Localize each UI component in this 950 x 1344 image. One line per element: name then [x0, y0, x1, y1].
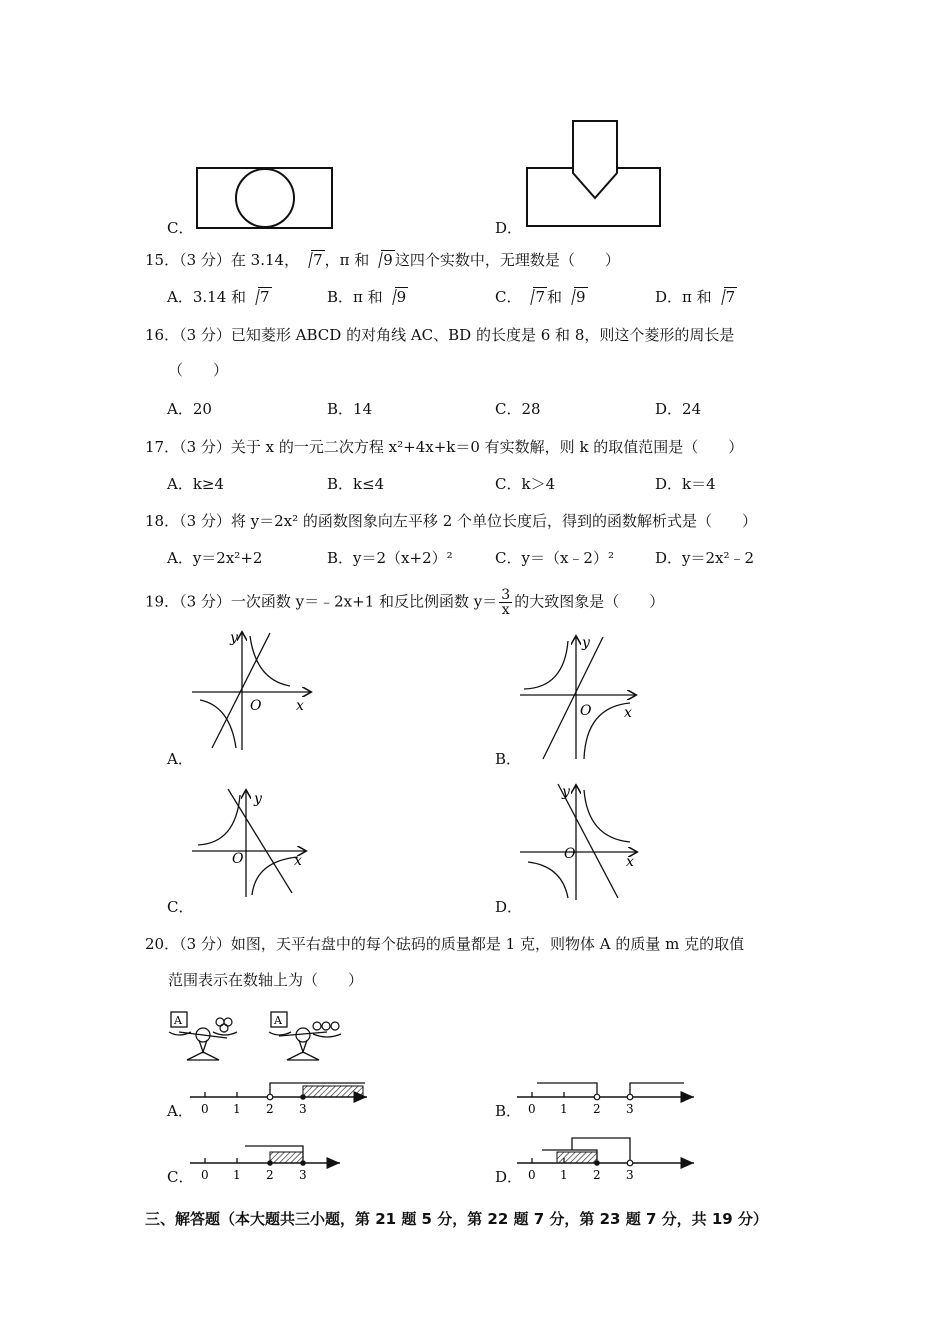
q19-graph-c [190, 785, 315, 900]
q19-a-axis-x: x [296, 698, 304, 714]
q20-a-tick-1: 1 [233, 1102, 241, 1116]
q20-c-tick-2: 2 [266, 1168, 274, 1182]
q20-b-tick-3: 3 [626, 1102, 634, 1116]
q20-b-tick-1: 1 [560, 1102, 568, 1116]
q16-stem: 16．（3 分）已知菱形 ABCD 的对角线 AC、BD 的长度是 6 和 8，则这个菱形的周长是 [145, 326, 735, 344]
q19-option-d[interactable]: D． [495, 898, 523, 916]
q14-d-arrow [573, 168, 617, 198]
q14-c-rectangle [197, 168, 332, 228]
q16-option-b[interactable]: B．14 [327, 400, 373, 418]
q20-stem-line1: 20．（3 分）如图，天平右盘中的每个砝码的质量都是 1 克，则物体 A 的质量 m 克的取值 [145, 935, 745, 953]
q19-c-axis-y: y [254, 791, 262, 807]
q15-option-a[interactable]: A．3.14 和 7 [167, 288, 270, 306]
q16-paren: （ ） [168, 361, 229, 379]
q20-b-tick-2: 2 [593, 1102, 601, 1116]
q18-option-d[interactable]: D．y＝2x²﹣2 [655, 549, 755, 567]
q19-b-origin: O [580, 703, 592, 719]
q15-option-c[interactable]: C． 7 和 9 [495, 288, 586, 306]
q19-graph-a [190, 628, 320, 753]
q19-d-axis-y: y [562, 784, 570, 800]
q14-d-outline [527, 121, 660, 226]
q14-figure-d [524, 118, 664, 230]
q20-balance-figures [165, 1008, 365, 1066]
q19-a-axis-y: y [230, 630, 238, 646]
q20-balance-1-box-label: A [174, 1014, 182, 1027]
q18-option-a[interactable]: A．y＝2x²+2 [167, 549, 263, 567]
q14-option-d-label: D． [495, 219, 523, 237]
q20-d-tick-3: 3 [626, 1168, 634, 1182]
q17-option-a[interactable]: A．k≥4 [167, 475, 225, 493]
q19-option-b[interactable]: B． [495, 750, 522, 768]
q20-d-tick-1: 1 [560, 1168, 568, 1182]
q17-stem: 17．（3 分）关于 x 的一元二次方程 x²+4x+k＝0 有实数解，则 k 的取值范围是（ ） [145, 438, 744, 456]
q19-stem: 19．（3 分）一次函数 y＝﹣2x+1 和反比例函数 y＝ $\frac{3}{x}$ 的大致图象是（ ） [145, 587, 665, 618]
section-3-heading: 三、解答题（本大题共三小题，第 21 题 5 分，第 22 题 7 分，第 23 题 7 分，共 19 分） [145, 1210, 768, 1228]
q17-option-d[interactable]: D．k＝4 [655, 475, 716, 493]
q16-option-d[interactable]: D．24 [655, 400, 702, 418]
q19-graph-d [518, 780, 643, 902]
q18-option-b[interactable]: B．y＝2（x+2）² [327, 549, 453, 567]
q16-option-a[interactable]: A．20 [167, 400, 212, 418]
q20-option-a[interactable]: A． [167, 1102, 193, 1120]
q15-stem: 15．（3 分）在 3.14， 7 ，π 和 9 这四个实数中，无理数是（ ） [145, 251, 620, 269]
q20-option-c[interactable]: C． [167, 1168, 194, 1186]
q20-numberline-b [512, 1072, 702, 1122]
q14-option-c-label: C． [167, 219, 194, 237]
q14-c-circle [236, 169, 294, 227]
q14-figure-c [195, 165, 335, 230]
q19-b-axis-y: y [582, 635, 590, 651]
q19-option-a[interactable]: A． [167, 750, 193, 768]
q20-stem-line2: 范围表示在数轴上为（ ） [168, 971, 364, 989]
q20-option-d[interactable]: D． [495, 1168, 523, 1186]
q16-option-c[interactable]: C．28 [495, 400, 541, 418]
q18-option-c[interactable]: C．y＝（x﹣2）² [495, 549, 614, 567]
q17-option-b[interactable]: B．k≤4 [327, 475, 385, 493]
q20-numberline-a [185, 1072, 375, 1122]
q20-balance-1 [169, 1012, 237, 1060]
q19-d-origin: O [564, 846, 576, 862]
q20-a-tick-2: 2 [266, 1102, 274, 1116]
q19-option-c[interactable]: C． [167, 898, 194, 916]
q20-option-b[interactable]: B． [495, 1102, 522, 1120]
q19-graph-b [518, 633, 643, 763]
q20-c-tick-3: 3 [299, 1168, 307, 1182]
q15-option-d[interactable]: D．π 和 7 [655, 288, 736, 306]
q15-option-b[interactable]: B．π 和 9 [327, 288, 407, 306]
q20-balance-2-box-label: A [274, 1014, 282, 1027]
q19-b-axis-x: x [624, 705, 632, 721]
q19-c-origin: O [232, 851, 244, 867]
q20-b-tick-0: 0 [528, 1102, 536, 1116]
q19-fraction: $\frac{3}{x}$ [501, 587, 511, 618]
q20-balance-2 [269, 1012, 341, 1060]
q20-c-tick-1: 1 [233, 1168, 241, 1182]
q18-stem: 18．（3 分）将 y＝2x² 的函数图象向左平移 2 个单位长度后，得到的函数解析式是（ ） [145, 512, 758, 530]
q20-numberline-c [185, 1138, 345, 1188]
q20-numberline-d [512, 1130, 702, 1188]
q19-a-origin: O [250, 698, 262, 714]
q20-d-tick-2: 2 [593, 1168, 601, 1182]
q19-d-axis-x: x [626, 854, 634, 870]
q20-d-tick-0: 0 [528, 1168, 536, 1182]
q17-option-c[interactable]: C．k＞4 [495, 475, 556, 493]
q20-a-tick-0: 0 [201, 1102, 209, 1116]
q19-c-axis-x: x [294, 853, 302, 869]
q20-a-tick-3: 3 [299, 1102, 307, 1116]
q20-c-tick-0: 0 [201, 1168, 209, 1182]
